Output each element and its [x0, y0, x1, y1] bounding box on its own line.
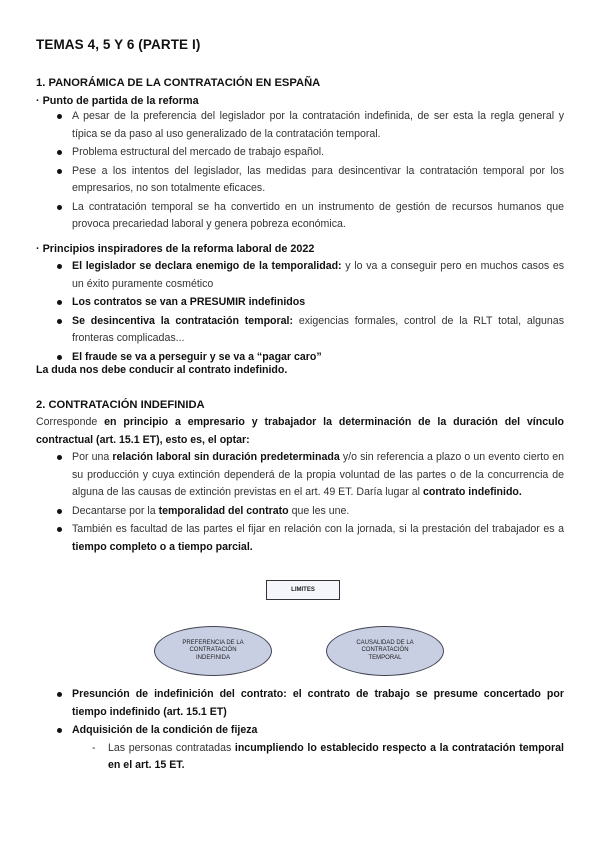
bullet-icon	[57, 509, 62, 514]
bullet-icon	[57, 527, 62, 532]
list-item: El fraude se va a perseguir y se va a “pagar caro”	[36, 349, 564, 367]
list-item: La contratación temporal se ha convertido en un instrumento de gestión de recursos humanos que provoca precariedad laboral y genera pobreza económica.	[36, 199, 564, 234]
bullet-icon	[57, 169, 62, 174]
bullet-icon	[57, 355, 62, 360]
bullet-icon	[57, 300, 62, 305]
section-2-heading: 2. CONTRATACIÓN INDEFINIDA	[36, 399, 205, 411]
list-item: Presunción de indefinición del contrato: el contrato de trabajo se presume concertado por tiempo indefinido (art. 15.1 ET)	[36, 686, 564, 721]
dash-icon: -	[92, 741, 96, 754]
bullet-icon	[57, 692, 62, 697]
reform-starting-point-list	[36, 108, 564, 235]
temporal-causality-ellipse: CAUSALIDAD DE LA CONTRATACIÓN TEMPORAL	[326, 626, 444, 676]
bullet-icon	[57, 114, 62, 119]
list-item: Por una relación laboral sin duración predeterminada y/o sin referencia a plazo o un evento cierto en su producción y cuya extinción dependerá de la propia voluntad de las partes o de la concurrencia de alguna de las causas de extinción previstas en el art. 49 ET. Daría lugar al contrato indefinido.	[36, 449, 564, 502]
list-item: También es facultad de las partes el fijar en relación con la jornada, si la prestación del trabajador es a tiempo completo o a tiempo parcial.	[36, 521, 564, 556]
section-1-conclusion: La duda nos debe conducir al contrato indefinido.	[36, 364, 288, 376]
limits-box: LIMITES	[266, 580, 340, 600]
list-item: - Las personas contratadas incumpliendo lo establecido respecto a la contratación temporal en el art. 15 ET.	[92, 741, 564, 771]
fixity-sublist	[72, 740, 564, 775]
indefinite-presumption-list	[36, 686, 564, 776]
section-1-subheading: · Punto de partida de la reforma	[36, 95, 199, 107]
section-1-heading: 1. PANORÁMICA DE LA CONTRATACIÓN EN ESPAÑA	[36, 77, 321, 89]
bullet-icon	[57, 455, 62, 460]
section-2-intro: Corresponde en principio a empresario y trabajador la determinación de la duración del vínculo contractual (art. 15.1 ET), esto es, el optar:	[36, 416, 564, 446]
bullet-icon	[57, 728, 62, 733]
indefinite-contract-options-list	[36, 449, 564, 557]
list-item: Problema estructural del mercado de trabajo español.	[36, 144, 564, 162]
document-title: TEMAS 4, 5 Y 6 (PARTE I)	[36, 37, 201, 52]
list-item: Pese a los intentos del legislador, las medidas para desincentivar la contratación temporal por los empresarios, no son totalmente eficaces.	[36, 163, 564, 198]
list-item: Se desincentiva la contratación temporal: exigencias formales, control de la RLT total, algunas fronteras complicadas...	[36, 313, 564, 348]
bullet-icon	[57, 319, 62, 324]
bullet-icon	[57, 150, 62, 155]
section-1-subheading-2: · Principios inspiradores de la reforma laboral de 2022	[36, 243, 315, 255]
bullet-icon	[57, 264, 62, 269]
limits-diagram	[36, 578, 564, 678]
list-item: Adquisición de la condición de fijeza - Las personas contratadas incumpliendo lo establecido respecto a la contratación temporal en el art. 15 ET.	[36, 722, 564, 775]
bullet-icon	[57, 205, 62, 210]
list-item: A pesar de la preferencia del legislador por la contratación indefinida, de ser esta la regla general y típica se da paso al uso generalizado de la contratación temporal.	[36, 108, 564, 143]
list-item: Decantarse por la temporalidad del contrato que les une.	[36, 503, 564, 521]
list-item: El legislador se declara enemigo de la temporalidad: y lo va a conseguir pero en muchos casos es un éxito puramente cosmético	[36, 258, 564, 293]
list-item: Los contratos se van a PRESUMIR indefinidos	[36, 294, 564, 312]
reform-principles-list	[36, 258, 564, 367]
preference-indefinite-ellipse: PREFERENCIA DE LA CONTRATACIÓN INDEFINIDA	[154, 626, 272, 676]
